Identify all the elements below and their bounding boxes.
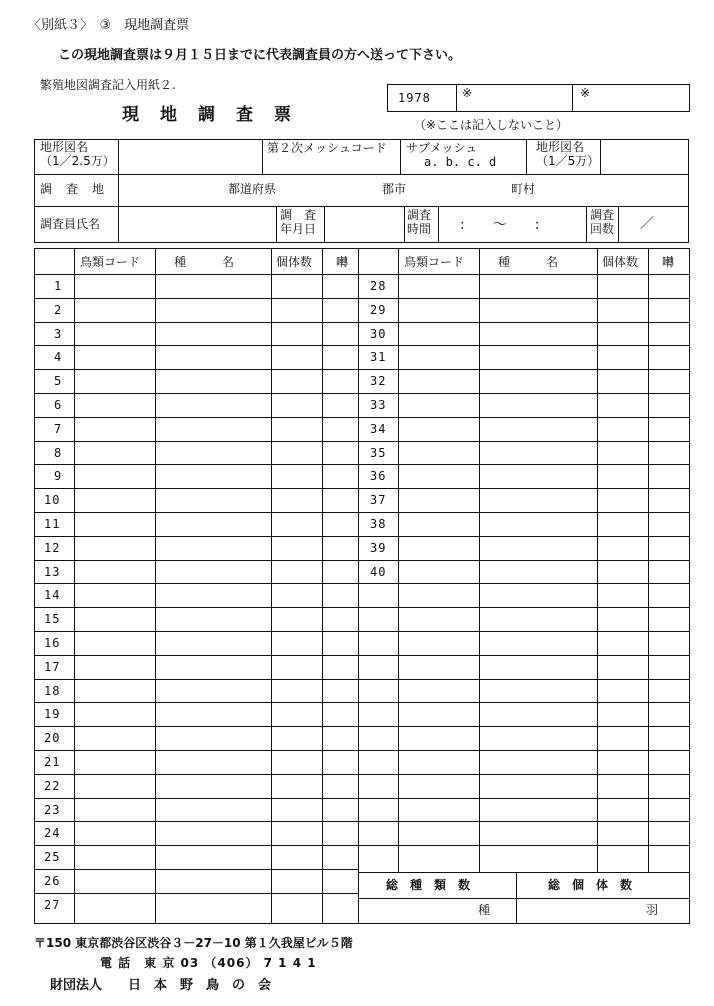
table-row-line (358, 441, 690, 442)
map-name-label: 地形図名 （1／2.5万） (40, 140, 115, 168)
row-number: 22 (44, 778, 61, 793)
row-number: 17 (44, 659, 61, 674)
table-row-line (358, 798, 690, 799)
mesh2-label: 第２次メッシュコード (267, 141, 387, 155)
header-count-left: 個体数 (276, 255, 313, 269)
table-row-line (34, 774, 358, 775)
table-row-line (358, 298, 690, 299)
footer-address: 〒150 東京都渋谷区渋谷３－27－10 第１久我屋ビル５階 (34, 936, 353, 950)
table-row-line (34, 369, 358, 370)
surveyor-label: 調査員氏名 (40, 217, 101, 231)
row-number: 29 (370, 302, 387, 317)
row-number: 13 (44, 564, 61, 579)
count-separator: ／ (640, 216, 654, 232)
row-number: 6 (54, 398, 63, 412)
row-number: 30 (370, 326, 387, 341)
table-row-line (358, 536, 690, 537)
table-row-line (34, 869, 358, 870)
row-number: 19 (44, 707, 61, 722)
prefecture-label: 都道府県 (228, 182, 277, 196)
row-number: 14 (44, 588, 61, 603)
table-row-line (358, 417, 690, 418)
table-row-line (34, 726, 358, 727)
form-note: 繁殖地図調査記入用紙２. (40, 78, 176, 92)
species-unit: 種 (478, 903, 491, 917)
total-count-label: 総 個 体 数 (548, 878, 633, 892)
town-label: 町村 (511, 182, 536, 196)
row-number: 35 (370, 445, 387, 460)
table-row-line (34, 345, 358, 346)
row-number: 12 (44, 540, 61, 555)
table-row-line (34, 512, 358, 513)
table-row-line (358, 631, 690, 632)
office-use-box (387, 84, 690, 112)
bird-unit: 羽 (646, 903, 659, 917)
row-number: 27 (44, 897, 61, 912)
row-number: 5 (54, 374, 63, 389)
table-row-line (34, 679, 358, 680)
table-row-line (34, 417, 358, 418)
table-row-line (358, 679, 690, 680)
footer-phone: 電 話 東 京 03 （406） 7 1 4 1 (100, 956, 317, 970)
table-row-line (358, 560, 690, 561)
table-row-line (34, 298, 358, 299)
table-row-line (34, 393, 358, 394)
table-row-line (34, 798, 358, 799)
row-number: 38 (370, 517, 387, 531)
table-row-line (34, 821, 358, 822)
table-row-line (358, 702, 690, 703)
row-number: 31 (370, 350, 387, 365)
header-song-left: 囀 (336, 255, 349, 269)
row-number: 10 (44, 493, 61, 508)
table-row-line (34, 536, 358, 537)
table-row-line (358, 845, 690, 846)
row-number: 16 (44, 636, 61, 650)
location-label: 調 査 地 (40, 182, 106, 196)
table-row-line (34, 631, 358, 632)
header-name-left: 種 名 (174, 255, 235, 269)
table-row-line (34, 322, 358, 323)
time-separator: : ～ : (460, 217, 540, 233)
row-number: 37 (370, 493, 387, 508)
table-row-line (358, 774, 690, 775)
table-row-line (34, 488, 358, 489)
table-row-line (358, 821, 690, 822)
instruction-text: この現地調査票は９月１５日までに代表調査員の方へ送って下さい。 (58, 48, 462, 63)
table-row-line (358, 750, 690, 751)
footer-organization: 財団法人 日 本 野 鳥 の 会 (50, 978, 272, 993)
table-row-line (358, 369, 690, 370)
row-number: 40 (370, 564, 387, 579)
table-row-line (34, 893, 358, 894)
county-label: 郡市 (382, 182, 407, 196)
attachment-label: 〈別紙３〉 ③ 現地調査票 (28, 18, 190, 33)
table-row-line (358, 726, 690, 727)
table-row-line (358, 345, 690, 346)
table-row-line (358, 583, 690, 584)
row-number: 33 (370, 398, 387, 412)
row-number: 1 (54, 279, 63, 293)
submesh-label: サブメッシュ (406, 141, 478, 155)
row-number: 8 (54, 445, 63, 460)
table-row-line (34, 607, 358, 608)
row-number: 36 (370, 469, 387, 484)
row-number: 15 (44, 612, 61, 627)
header-name-right: 種 名 (498, 255, 559, 269)
table-row-line (358, 655, 690, 656)
time-label: 調査 時間 (407, 208, 432, 236)
date-label: 調 査 年月日 (280, 208, 317, 236)
office-mark-1: ※ (462, 86, 473, 100)
row-number: 2 (54, 302, 63, 317)
table-row-line (358, 322, 690, 323)
submesh-values: a. b. c. d (424, 155, 497, 169)
table-row-line (358, 488, 690, 489)
table-row-line (358, 464, 690, 465)
table-row-line (34, 560, 358, 561)
table-row-line (34, 702, 358, 703)
header-count-right: 個体数 (602, 255, 639, 269)
row-number: 24 (44, 826, 61, 841)
header-code-left: 鳥類コード (80, 255, 141, 269)
row-number: 23 (44, 802, 61, 817)
header-code-right: 鳥類コード (404, 255, 465, 269)
row-number: 32 (370, 374, 387, 389)
row-number: 18 (44, 683, 61, 698)
row-number: 9 (54, 469, 63, 484)
office-mark-2: ※ (580, 86, 591, 100)
row-number: 21 (44, 755, 61, 769)
table-row-line (34, 750, 358, 751)
total-species-label: 総 種 類 数 (386, 878, 471, 892)
row-number: 7 (54, 421, 63, 436)
row-number: 39 (370, 540, 387, 555)
page-title: 現 地 調 査 票 (122, 105, 293, 125)
table-row-line (358, 512, 690, 513)
office-use-note: （※ここは記入しないこと） (414, 118, 569, 132)
species-table (34, 248, 690, 924)
row-number: 11 (44, 517, 61, 531)
count-label: 調査 回数 (590, 208, 615, 236)
table-row-line (34, 464, 358, 465)
row-number: 25 (44, 850, 61, 865)
table-row-line (34, 845, 358, 846)
map-name2-label: 地形図名 （1／5万） (536, 140, 600, 168)
row-number: 26 (44, 874, 61, 888)
row-number: 28 (370, 279, 387, 293)
table-row-line (358, 607, 690, 608)
table-row-line (34, 583, 358, 584)
table-row-line (34, 655, 358, 656)
header-song-right: 囀 (662, 255, 675, 269)
row-number: 34 (370, 421, 387, 436)
row-number: 4 (54, 350, 63, 365)
year-value: 1978 (398, 91, 431, 105)
row-number: 20 (44, 731, 61, 746)
row-number: 3 (54, 326, 63, 341)
table-row-line (34, 441, 358, 442)
table-row-line (358, 393, 690, 394)
